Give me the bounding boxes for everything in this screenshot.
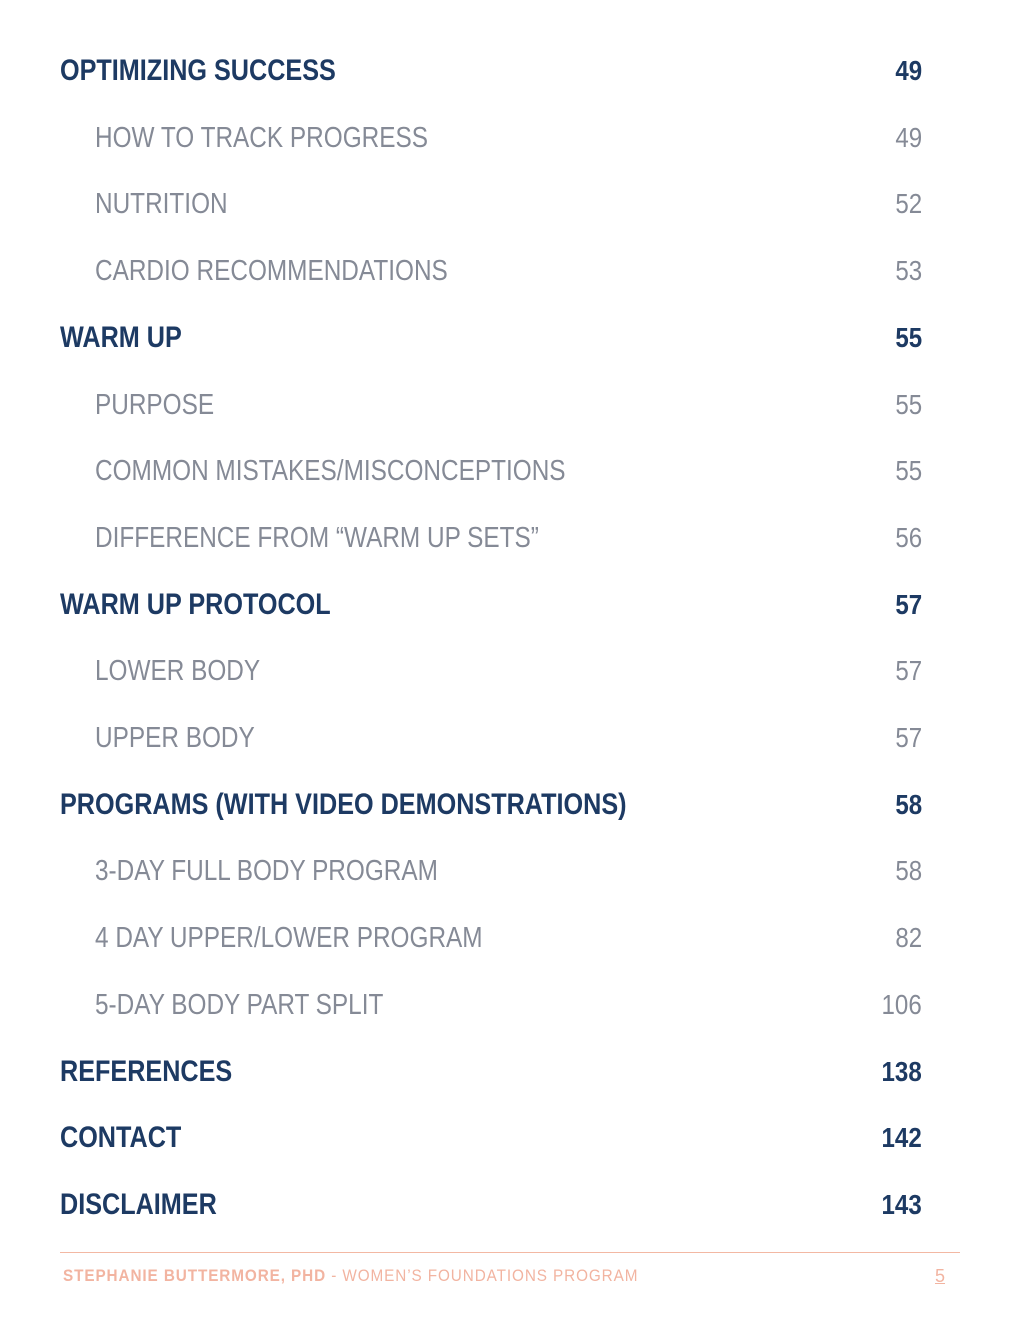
toc-entry-page: 49 [895, 121, 922, 153]
toc-entry-purpose[interactable] [0, 385, 1020, 425]
toc-entry-upper-body[interactable] [0, 718, 1020, 758]
toc-entry-page: 106 [881, 988, 922, 1020]
toc-entry-4-day-upper-lower[interactable] [0, 918, 1020, 958]
toc-entry-page: 138 [881, 1055, 922, 1087]
toc-entry-title: CARDIO RECOMMENDATIONS [95, 255, 448, 288]
toc-entry-title: 5-DAY BODY PART SPLIT [95, 988, 384, 1021]
toc-entry-title: PROGRAMS (WITH VIDEO DEMONSTRATIONS) [60, 787, 627, 821]
toc-entry-title: WARM UP PROTOCOL [60, 587, 331, 621]
toc-entry-page: 57 [895, 588, 922, 620]
toc-entry-page: 55 [895, 321, 922, 353]
toc-entry-optimizing-success[interactable] [0, 51, 1020, 91]
toc-entry-title: DISCLAIMER [60, 1187, 217, 1221]
toc-entry-title: COMMON MISTAKES/MISCONCEPTIONS [95, 455, 566, 488]
toc-entry-title: REFERENCES [60, 1054, 233, 1088]
toc-entry-title: HOW TO TRACK PROGRESS [95, 121, 428, 154]
toc-entry-page: 57 [895, 722, 922, 753]
footer-page-number[interactable]: 5 [935, 1266, 946, 1286]
toc-entry-page: 58 [895, 855, 922, 887]
footer-author: STEPHANIE BUTTERMORE, PHD [63, 1266, 327, 1285]
toc-entry-warm-up-protocol[interactable] [0, 585, 1020, 625]
toc-entry-page: 55 [895, 455, 922, 487]
toc-entry-difference-from-warm-up-sets[interactable] [0, 518, 1020, 558]
toc-entry-page: 142 [881, 1122, 922, 1154]
toc-entry-3-day-full-body[interactable] [0, 851, 1020, 891]
toc-entry-page: 58 [895, 788, 922, 820]
toc-entry-title: LOWER BODY [95, 655, 261, 688]
footer-credit [63, 1266, 638, 1286]
toc-entry-page: 52 [895, 188, 922, 220]
toc-entry-title: 4 DAY UPPER/LOWER PROGRAM [95, 922, 483, 955]
toc-entry-page: 49 [895, 55, 922, 86]
toc-entry-references[interactable] [0, 1052, 1020, 1092]
toc-entry-title: PURPOSE [95, 388, 215, 421]
toc-entry-page: 56 [895, 521, 922, 553]
toc-entry-title: DIFFERENCE FROM “WARM UP SETS” [95, 521, 539, 554]
toc-entry-how-to-track-progress[interactable] [0, 118, 1020, 158]
toc-entry-title: WARM UP [60, 320, 182, 354]
toc-entry-cardio-recommendations[interactable] [0, 251, 1020, 291]
toc-entry-disclaimer[interactable] [0, 1185, 1020, 1225]
toc-entry-page: 82 [895, 922, 922, 954]
toc-entry-title: NUTRITION [95, 188, 228, 221]
toc-entry-contact[interactable] [0, 1118, 1020, 1158]
footer-separator: - [326, 1266, 343, 1285]
toc-entry-5-day-body-part-split[interactable] [0, 985, 1020, 1025]
toc-entry-warm-up[interactable] [0, 318, 1020, 358]
toc-entry-nutrition[interactable] [0, 184, 1020, 224]
toc-entry-title: OPTIMIZING SUCCESS [60, 54, 336, 87]
toc-entry-lower-body[interactable] [0, 651, 1020, 691]
toc-entry-title: 3-DAY FULL BODY PROGRAM [95, 855, 438, 888]
toc-entry-page: 57 [895, 655, 922, 687]
toc-entry-title: CONTACT [60, 1121, 182, 1155]
toc-entry-page: 143 [881, 1188, 922, 1220]
toc-entry-programs[interactable] [0, 785, 1020, 825]
footer-divider [60, 1252, 960, 1253]
toc-entry-page: 55 [895, 388, 922, 420]
toc-entry-common-mistakes[interactable] [0, 451, 1020, 491]
toc-entry-title: UPPER BODY [95, 722, 255, 754]
footer-program: WOMEN’S FOUNDATIONS PROGRAM [342, 1266, 639, 1285]
toc-entry-page: 53 [895, 255, 922, 287]
